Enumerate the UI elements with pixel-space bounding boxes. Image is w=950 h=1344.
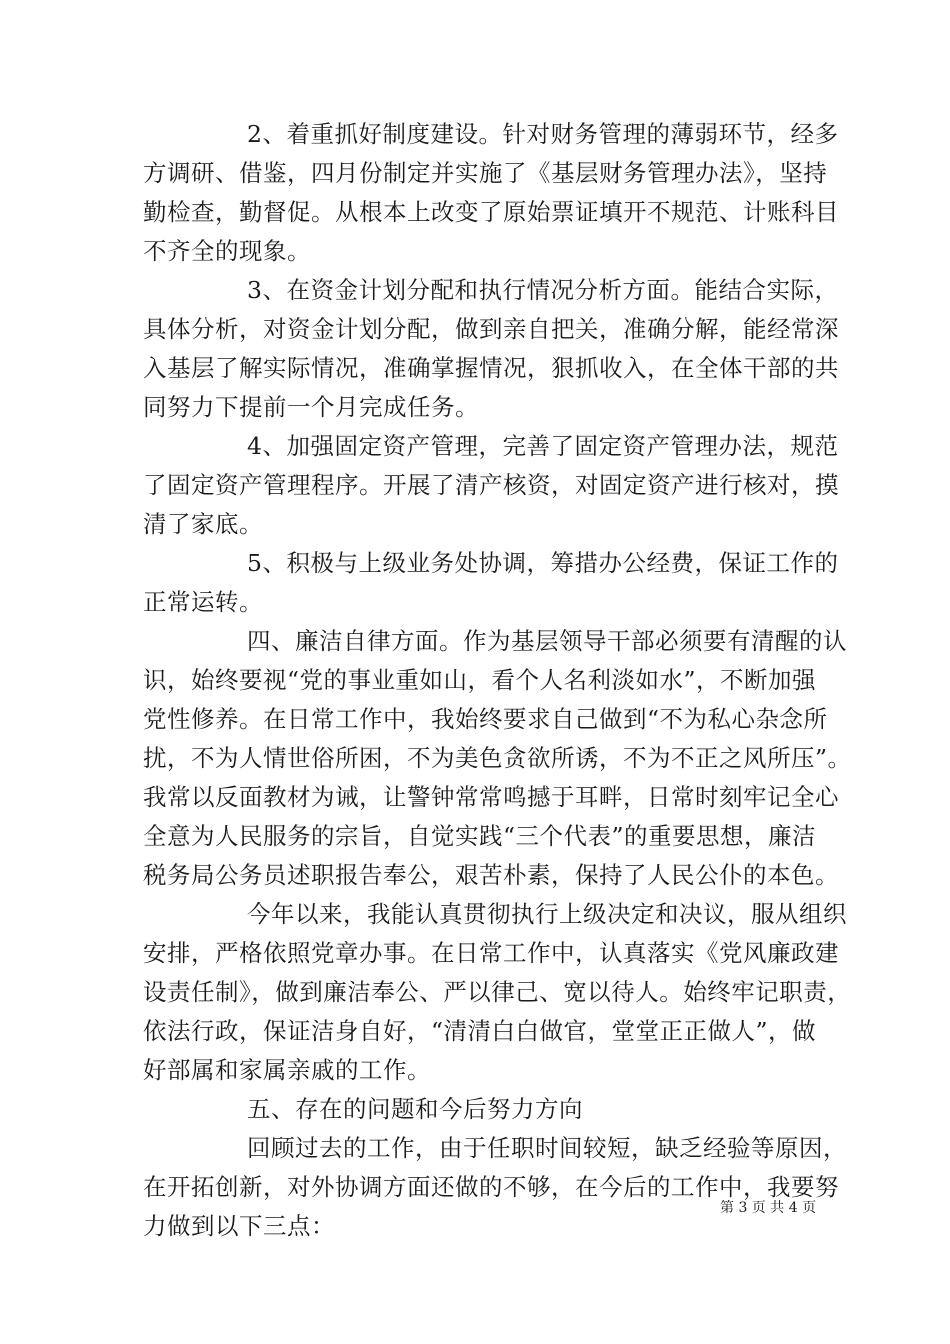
text-line: 方调研、借鉴，四月份制定并实施了《基层财务管理办法》，坚持 [143,159,828,187]
text-line: 党性修养。在日常工作中，我始终要求自己做到“不为私心杂念所 [143,705,828,733]
text-line: 清了家底。 [143,510,263,538]
section-heading: 五、存在的问题和今后努力方向 [247,1095,583,1123]
text-line: 正常运转。 [143,588,263,616]
text-line: 识，始终要视“党的事业重如山，看个人名利淡如水”，不断加强 [143,666,817,694]
text-line: 4、加强固定资产管理，完善了固定资产管理办法，规范 [247,432,839,460]
page-number-footer: 第 3 页 共 4 页 [720,1200,817,1216]
text-line: 全意为人民服务的宗旨，自觉实践“三个代表”的重要思想，廉洁 [143,822,817,850]
text-line: 今年以来，我能认真贯彻执行上级决定和决议，服从组织 [247,900,847,928]
text-line: 勤检查，勤督促。从根本上改变了原始票证填开不规范、计账科目 [143,198,839,226]
text-line: 同努力下提前一个月完成任务。 [143,393,479,421]
text-line: 我常以反面教材为诫，让警钟常常鸣撼于耳畔，日常时刻牢记全心 [143,783,839,811]
text-line: 税务局公务员述职报告奉公，艰苦朴素，保持了人民公仆的本色。 [143,861,839,889]
text-line: 好部属和家属亲戚的工作。 [143,1056,431,1084]
text-line: 安排，严格依照党章办事。在日常工作中，认真落实《党风廉政建 [143,939,839,967]
text-line: 力做到以下三点： [143,1212,335,1240]
text-line: 在开拓创新，对外协调方面还做的不够，在今后的工作中，我要努 [143,1173,839,1201]
text-line: 了固定资产管理程序。开展了清产核资，对固定资产进行核对，摸 [143,471,839,499]
text-line: 5、积极与上级业务处协调，筹措办公经费，保证工作的 [247,549,839,577]
text-line: 不齐全的现象。 [143,237,311,265]
text-line: 四、廉洁自律方面。作为基层领导干部必须要有清醒的认 [247,627,847,655]
text-line: 入基层了解实际情况，准确掌握情况，狠抓收入，在全体干部的共 [143,354,839,382]
text-line: 2、着重抓好制度建设。针对财务管理的薄弱环节，经多 [247,120,839,148]
text-line: 具体分析，对资金计划分配，做到亲自把关，准确分解，能经常深 [143,315,839,343]
text-line: 扰，不为人情世俗所困，不为美色贪欲所诱，不为不正之风所压”。 [143,744,852,772]
text-line: 依法行政，保证洁身自好，“清清白白做官，堂堂正正做人”，做 [143,1017,817,1045]
text-line: 3、在资金计划分配和执行情况分析方面。能结合实际， [247,276,839,304]
text-line: 回顾过去的工作，由于任职时间较短，缺乏经验等原因， [247,1134,847,1162]
text-line: 设责任制》，做到廉洁奉公、严以律己、宽以待人。始终牢记职责， [143,978,852,1006]
